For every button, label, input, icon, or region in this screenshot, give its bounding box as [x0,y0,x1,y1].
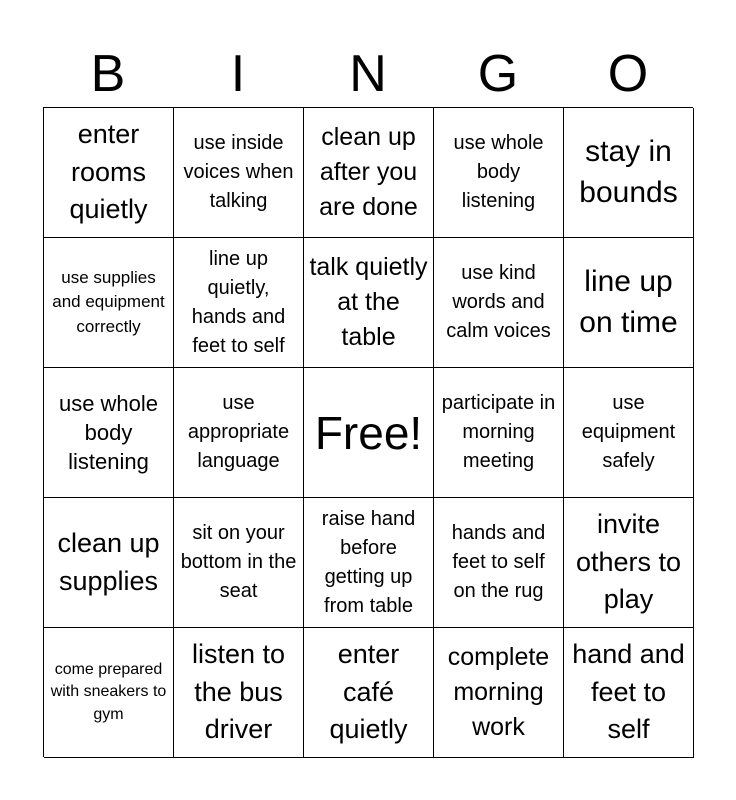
cell-text: listen to the bus driver [191,638,286,745]
cell-text: talk quietly at the table [309,253,428,351]
bingo-cell[interactable] [434,238,564,368]
cell-text: raise hand before getting up from table [321,507,416,617]
cell-text: complete morning work [447,643,550,741]
cell-text: sit on your bottom in the seat [180,522,297,602]
bingo-cell[interactable] [434,108,564,238]
header-letter-n: N [349,45,387,103]
free-space[interactable] [304,368,434,498]
cell-text: participate in morning meeting [441,392,556,472]
cell-text: enter rooms quietly [69,118,148,225]
free-space-text: Free! [314,406,423,459]
bingo-cell[interactable] [434,368,564,498]
bingo-cell[interactable] [304,498,434,628]
cell-text: use kind words and calm voices [446,262,551,342]
cell-text: use supplies and equipment correctly [52,267,165,336]
cell-text: hand and feet to self [572,638,685,745]
cell-text: enter café quietly [329,638,408,745]
bingo-cell[interactable] [174,498,304,628]
bingo-cell[interactable] [174,628,304,758]
bingo-cell[interactable] [44,108,174,238]
cell-text: invite others to play [575,508,682,615]
cell-text: clean up supplies [57,527,160,596]
header-letter-g: G [477,45,519,103]
header-letter-b: B [90,45,126,103]
bingo-header [43,40,693,108]
bingo-cell[interactable] [44,238,174,368]
cell-text: use equipment safely [581,392,676,472]
bingo-cell[interactable] [564,498,694,628]
bingo-cell[interactable] [564,628,694,758]
bingo-board [43,107,693,757]
bingo-cell[interactable] [174,238,304,368]
bingo-cell[interactable] [434,498,564,628]
cell-text: use inside voices when talking [183,132,294,212]
bingo-cell[interactable] [44,628,174,758]
bingo-cell[interactable] [304,238,434,368]
cell-text: clean up after you are done [319,123,418,221]
cell-text: use whole body listening [453,132,544,212]
cell-text: line up on time [579,265,678,339]
bingo-cell[interactable] [44,368,174,498]
header-letter-o: O [607,45,649,103]
bingo-cell[interactable] [434,628,564,758]
cell-text: stay in bounds [579,135,678,209]
bingo-cell[interactable] [304,628,434,758]
bingo-cell[interactable] [304,108,434,238]
bingo-cell[interactable] [174,108,304,238]
cell-text: hands and feet to self on the rug [451,522,546,602]
bingo-cell[interactable] [564,108,694,238]
bingo-cell[interactable] [564,368,694,498]
bingo-cell[interactable] [174,368,304,498]
header-letter-i: I [230,45,246,103]
cell-text: use whole body listening [58,390,159,475]
bingo-cell[interactable] [564,238,694,368]
cell-text: use appropriate language [187,392,290,472]
cell-text: come prepared with sneakers to gym [50,660,167,723]
bingo-cell[interactable] [44,498,174,628]
cell-text: line up quietly, hands and feet to self [191,247,286,357]
